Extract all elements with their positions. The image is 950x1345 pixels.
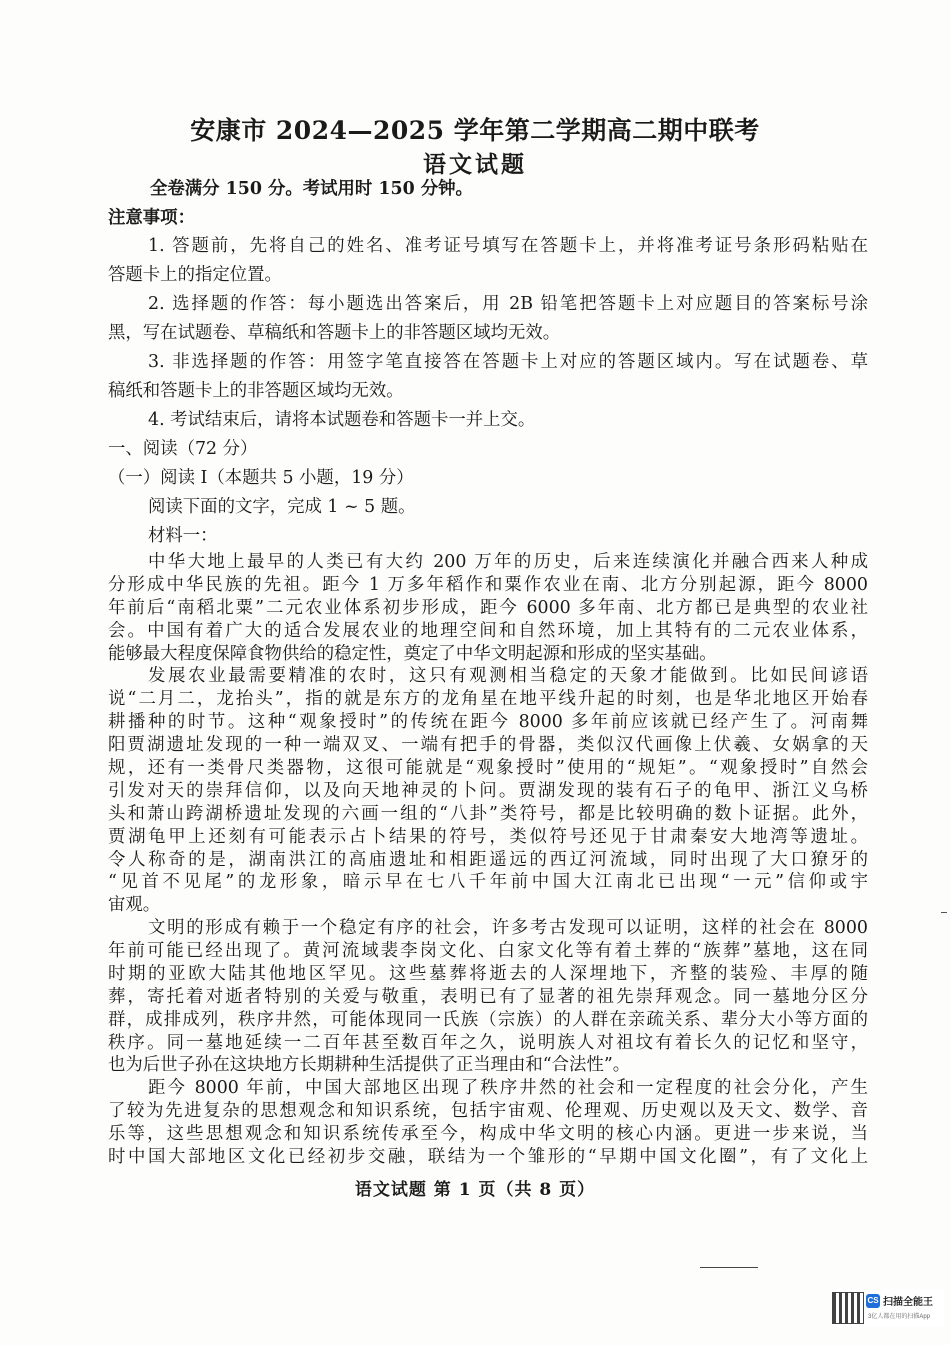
body-line: 规，还有一类骨尺类器物，这很可能就是“观象授时”使用的“规矩”。“观象授时”自然会: [108, 758, 868, 778]
body-line: 距今 8000 年前，中国大部地区出现了秩序井然的社会和一定程度的社会分化，产生: [148, 1078, 868, 1098]
body-line: 年前可能已经出现了。黄河流域裴李岗文化、白家文化等有着土葬的“族葬”墓地，这在同: [108, 941, 868, 961]
scan-edge-mark: [941, 912, 947, 913]
body-line: 年前后“南稻北粟”二元农业体系初步形成，距今 6000 多年南、北方都已是典型的农业社: [108, 598, 868, 618]
body-line: 群，成排成列，秩序井然，可能体现同一氏族（宗族）的人群在亲疏关系、辈分大小等方面的: [108, 1010, 868, 1030]
body-line: 了较为先进复杂的思想观念和知识系统，包括宇宙观、伦理观、历史观以及天文、数学、音: [108, 1101, 868, 1121]
subsection-heading: （一）阅读 I（本题共 5 小题，19 分）: [108, 468, 414, 488]
notice-item-2-cont: 黑，写在试题卷、草稿纸和答题卡上的非答题区域均无效。: [108, 323, 561, 343]
body-line: 会。中国有着广大的适合发展农业的地理空间和自然环境，加上其特有的二元农业体系，: [108, 621, 868, 641]
exam-title: 安康市 2024—2025 学年第二学期高二期中联考: [190, 116, 760, 145]
notice-heading: 注意事项：: [108, 208, 195, 228]
page-footer: 语文试题 第 1 页（共 8 页）: [354, 1180, 596, 1200]
body-line: 文明的形成有赖于一个稳定有序的社会，许多考古发现可以证明，这样的社会在 8000: [148, 918, 868, 938]
subject-title: 语文试题: [423, 151, 527, 178]
body-line: 能够最大程度保障食物供给的稳定性，奠定了中华文明起源和形成的坚实基础。: [108, 644, 717, 664]
scanner-app-name: 扫描全能王: [883, 1297, 933, 1308]
notice-item-1: 1. 答题前，先将自己的姓名、准考证号填写在答题卡上，并将准考证号条形码粘贴在: [148, 236, 868, 256]
body-line: 说“二月二，龙抬头”，指的就是东方的龙角星在地平线升起的时刻，也是华北地区开始春: [108, 689, 868, 709]
body-line: 贾湖龟甲上还刻有可能表示占卜结果的符号，类似符号还见于甘肃秦安大地湾等遗址。: [108, 827, 868, 847]
scanner-watermark: [832, 1290, 944, 1326]
body-line: 发展农业最需要精准的农时，这只有观测相当稳定的天象才能做到。比如民间谚语: [148, 666, 868, 686]
notice-item-3-cont: 稿纸和答题卡上的非答题区域均无效。: [108, 381, 404, 401]
notice-item-2: 2. 选择题的作答：每小题选出答案后，用 2B 铅笔把答题卡上对应题目的答案标号涂: [148, 294, 868, 314]
section-heading: 一、阅读（72 分）: [108, 439, 258, 459]
body-line: 引发对天的崇拜信仰，以及向天地神灵的卜问。贾湖发现的装有石子的龟甲、浙江义乌桥: [108, 781, 868, 801]
notice-item-1-cont: 答题卡上的指定位置。: [108, 265, 282, 285]
body-line: 时期的亚欧大陆其他地区罕见。这些墓葬将逝去的人深埋地下，齐整的装殓、丰厚的随: [108, 964, 868, 984]
reading-instruction: 阅读下面的文字，完成 1 ~ 5 题。: [148, 497, 416, 517]
body-line: 乐等，这些思想观念和知识系统传承至今，构成中华文明的核心内涵。更进一步来说，当: [108, 1124, 868, 1144]
camscanner-logo-icon: CS: [866, 1294, 880, 1308]
body-line: 耕播种的时节。这种“观象授时”的传统在距今 8000 多年前应该就已经产生了。河南舞: [108, 712, 868, 732]
body-line: 阳贾湖遗址发现的一种一端双叉、一端有把手的骨器，类似汉代画像上伏羲、女娲拿的天: [108, 735, 868, 755]
material-label: 材料一：: [148, 526, 218, 546]
scan-mark: [700, 1267, 758, 1268]
body-line: 头和萧山跨湖桥遗址发现的六画一组的“八卦”类符号，都是比较明确的数卜证据。此外，: [108, 804, 868, 824]
body-line: 中华大地上最早的人类已有大约 200 万年的历史，后来连续演化并融合西来人种成: [148, 552, 868, 572]
body-line: 秩序。同一墓地延续一二百年甚至数百年之久，说明族人对祖坟有着长久的记忆和坚守，: [108, 1033, 868, 1053]
notice-item-3: 3. 非选择题的作答：用签字笔直接答在答题卡上对应的答题区域内。写在试题卷、草: [148, 352, 868, 372]
body-line: 也为后世子孙在这块地方长期耕种生活提供了正当理由和“合法性”。: [108, 1055, 631, 1075]
body-line: 分形成中华民族的先祖。距今 1 万多年稻作和粟作农业在南、北方分别起源，距今 8000: [108, 575, 868, 595]
body-line: 时中国大部地区文化已经初步交融，联结为一个雏形的“早期中国文化圈”，有了文化上: [108, 1147, 868, 1167]
body-line: “见首不见尾”的龙形象，暗示早在七八千年前中国大江南北已出现“一元”信仰或宇: [108, 872, 868, 892]
notice-item-4: 4. 考试结束后，请将本试题卷和答题卡一并上交。: [148, 410, 536, 430]
scanner-app-tagline: 3亿人都在用的扫描App: [868, 1314, 931, 1320]
qr-code-icon: [832, 1292, 864, 1324]
body-line: 宙观。: [108, 895, 161, 915]
body-line: 令人称奇的是，湖南洪江的高庙遗址和相距遥远的西辽河流域，同时出现了大口獠牙的: [108, 850, 868, 870]
body-line: 葬，寄托着对逝者特别的关爱与敬重，表明已有了显著的祖先崇拜观念。同一墓地分区分: [108, 987, 868, 1007]
score-time-note: 全卷满分 150 分。考试用时 150 分钟。: [150, 179, 473, 199]
